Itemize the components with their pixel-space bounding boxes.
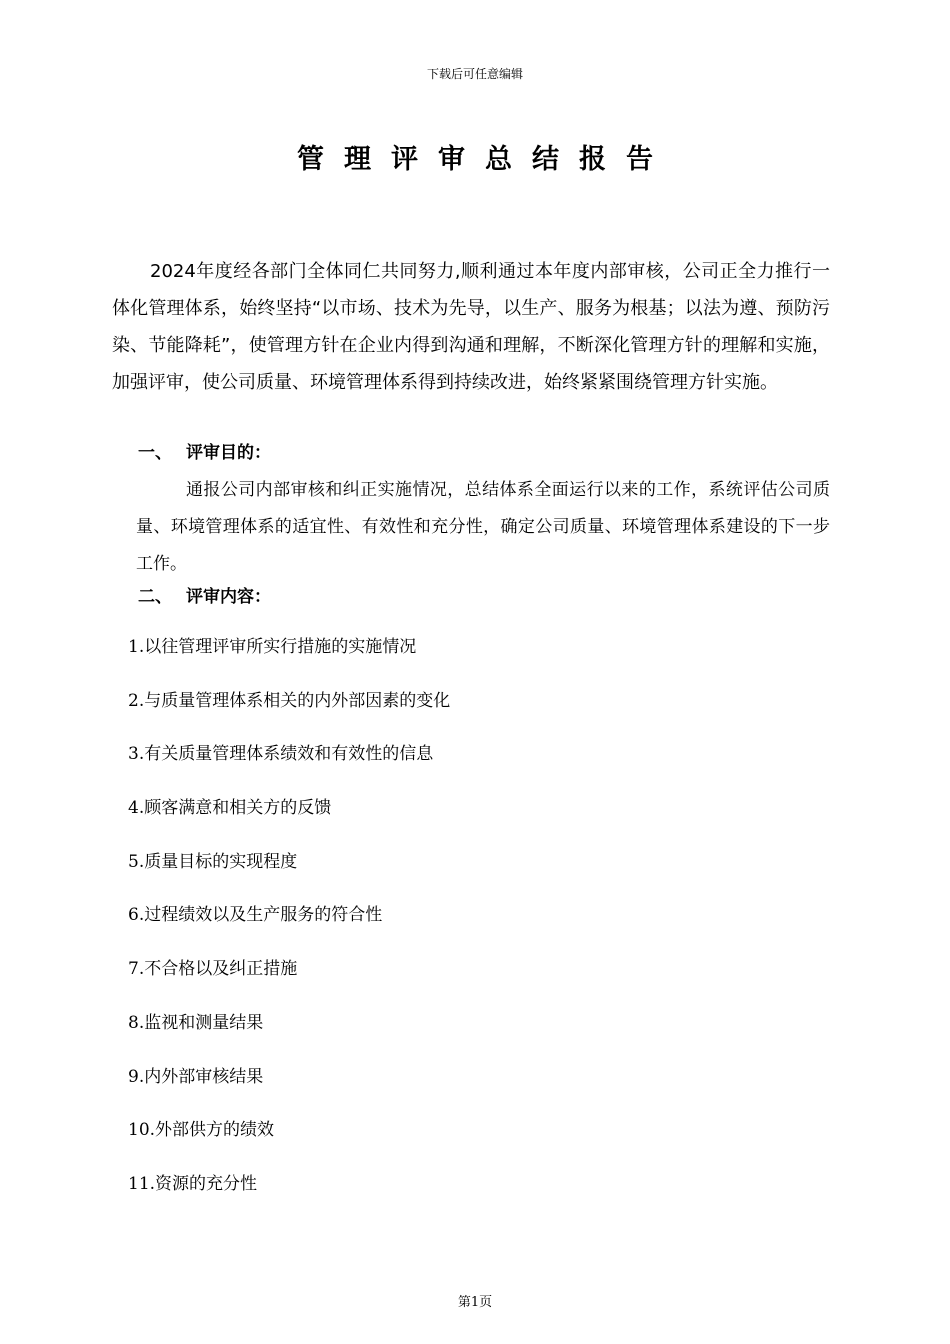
section-heading-purpose <box>138 440 271 466</box>
list-item: 5.质量目标的实现程度 <box>128 851 298 872</box>
purpose-paragraph: 通报公司内部审核和纠正实施情况，总结体系全面运行以来的工作，系统评估公司质量、环境管理体系的适宜性、有效性和充分性，确定公司质量、环境管理体系建设的下一步工作。 <box>136 480 830 574</box>
list-item: 9.内外部审核结果 <box>128 1066 264 1087</box>
section-title: 评审内容： <box>186 587 271 607</box>
page-number: 第1页 <box>457 1295 493 1310</box>
intro-paragraph: 2024年度经各部门全体同仁共同努力,顺利通过本年度内部审核，公司正全力推行一体化管理体系，始终坚持“以市场、技术为先导，以生产、服务为根基；以法为遵、预防污染、节能降耗”，使管理方针在企业内得到沟通和理解，不断深化管理方针的理解和实施，加强评审，使公司质量、环境管理体系得到持续改进，始终紧紧围绕管理方针实施。 <box>112 261 830 393</box>
list-item: 3.有关质量管理体系绩效和有效性的信息 <box>128 744 434 765</box>
list-item: 10.外部供方的绩效 <box>128 1120 275 1141</box>
list-item: 4.顾客满意和相关方的反馈 <box>128 798 332 819</box>
list-item: 6.过程绩效以及生产服务的符合性 <box>128 905 383 926</box>
list-item: 11.资源的充分性 <box>128 1173 258 1194</box>
section-title: 评审目的： <box>186 443 271 463</box>
review-content-list <box>128 633 450 1224</box>
section-heading-content <box>138 584 271 610</box>
list-item: 7.不合格以及纠正措施 <box>128 959 298 980</box>
section-number: 一、 <box>138 443 172 463</box>
header-note: 下载后可任意编辑 <box>426 67 523 81</box>
list-item: 1.以往管理评审所实行措施的实施情况 <box>128 637 417 657</box>
list-item: 8.监视和测量结果 <box>128 1012 264 1033</box>
list-item: 2.与质量管理体系相关的内外部因素的变化 <box>128 690 451 711</box>
document-title: 管理评审总结报告 <box>297 144 673 175</box>
section-number: 二、 <box>138 587 172 607</box>
